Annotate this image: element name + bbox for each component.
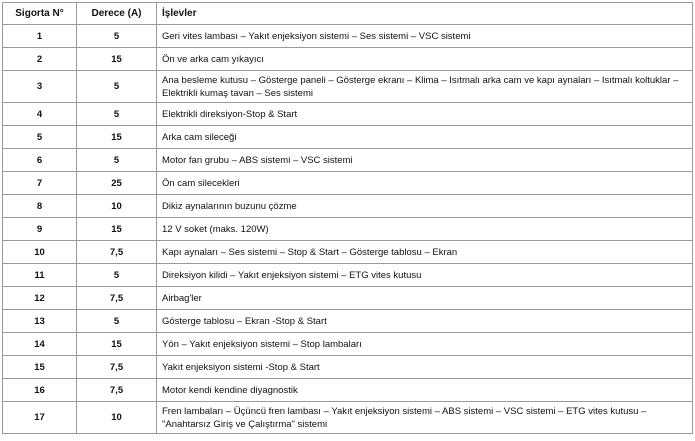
fuse-number: 11 (3, 264, 77, 287)
table-row (3, 379, 693, 402)
fuse-functions: Dikiz aynalarının buzunu çözme (157, 195, 693, 218)
fuse-rating: 5 (77, 103, 157, 126)
fuse-functions: Geri vites lambası – Yakıt enjeksiyon sistemi – Ses sistemi – VSC sistemi (157, 25, 693, 48)
fuse-rating: 15 (77, 333, 157, 356)
table-row (3, 287, 693, 310)
fuse-functions: Yön – Yakıt enjeksiyon sistemi – Stop lambaları (157, 333, 693, 356)
fuse-rating: 5 (77, 310, 157, 333)
table-row (3, 149, 693, 172)
fuse-rating: 5 (77, 25, 157, 48)
fuse-rating: 5 (77, 264, 157, 287)
table-row (3, 333, 693, 356)
table-body (3, 25, 693, 434)
fuse-number: 3 (3, 71, 77, 103)
fuse-functions: Direksiyon kilidi – Yakıt enjeksiyon sistemi – ETG vites kutusu (157, 264, 693, 287)
fuse-number: 9 (3, 218, 77, 241)
fuse-number: 7 (3, 172, 77, 195)
fuse-rating: 15 (77, 126, 157, 149)
fuse-rating: 10 (77, 402, 157, 434)
table-row (3, 103, 693, 126)
fuse-rating: 7,5 (77, 356, 157, 379)
fuse-number: 16 (3, 379, 77, 402)
fuse-functions: 12 V soket (maks. 120W) (157, 218, 693, 241)
table-row (3, 241, 693, 264)
table-row (3, 310, 693, 333)
table-row (3, 48, 693, 71)
fuse-number: 13 (3, 310, 77, 333)
table-row (3, 264, 693, 287)
fuse-table (2, 2, 693, 434)
fuse-functions: Motor kendi kendine diyagnostik (157, 379, 693, 402)
fuse-number: 8 (3, 195, 77, 218)
table-row (3, 126, 693, 149)
fuse-number: 2 (3, 48, 77, 71)
fuse-number: 14 (3, 333, 77, 356)
header-fuse-number: Sigorta N° (3, 3, 77, 25)
fuse-functions: Elektrikli direksiyon-Stop & Start (157, 103, 693, 126)
fuse-functions: Motor fan grubu – ABS sistemi – VSC sistemi (157, 149, 693, 172)
table-row (3, 71, 693, 103)
fuse-rating: 10 (77, 195, 157, 218)
fuse-rating: 15 (77, 218, 157, 241)
fuse-functions: Arka cam sileceği (157, 126, 693, 149)
header-rating: Derece (A) (77, 3, 157, 25)
fuse-functions: Ön cam silecekleri (157, 172, 693, 195)
table-header (3, 3, 693, 25)
table-row (3, 195, 693, 218)
table-row (3, 356, 693, 379)
fuse-number: 10 (3, 241, 77, 264)
header-functions: İşlevler (157, 3, 693, 25)
fuse-number: 5 (3, 126, 77, 149)
table-row (3, 172, 693, 195)
fuse-functions: Yakıt enjeksiyon sistemi -Stop & Start (157, 356, 693, 379)
fuse-number: 1 (3, 25, 77, 48)
fuse-rating: 25 (77, 172, 157, 195)
fuse-functions: Kapı aynaları – Ses sistemi – Stop & Start – Gösterge tablosu – Ekran (157, 241, 693, 264)
fuse-rating: 15 (77, 48, 157, 71)
fuse-number: 12 (3, 287, 77, 310)
table-row (3, 218, 693, 241)
fuse-rating: 7,5 (77, 287, 157, 310)
fuse-functions: Ana besleme kutusu – Gösterge paneli – Gösterge ekranı – Klima – Isıtmalı arka cam ve kapı aynaları – Isıtmalı koltuklar – Elektrikli kumaş tavan – Ses sistemi (157, 71, 693, 103)
fuse-functions: Gösterge tablosu – Ekran -Stop & Start (157, 310, 693, 333)
table-row (3, 25, 693, 48)
fuse-number: 4 (3, 103, 77, 126)
fuse-functions: Fren lambaları – Üçüncü fren lambası – Yakıt enjeksiyon sistemi – ABS sistemi – VSC sistemi – ETG vites kutusu – "Anahtarsız Giriş ve Çalıştırma" sistemi (157, 402, 693, 434)
fuse-functions: Airbag'ler (157, 287, 693, 310)
fuse-number: 6 (3, 149, 77, 172)
header-row (3, 3, 693, 25)
fuse-rating: 7,5 (77, 379, 157, 402)
fuse-rating: 5 (77, 149, 157, 172)
fuse-number: 15 (3, 356, 77, 379)
fuse-rating: 7,5 (77, 241, 157, 264)
table-row (3, 402, 693, 434)
fuse-functions: Ön ve arka cam yıkayıcı (157, 48, 693, 71)
fuse-rating: 5 (77, 71, 157, 103)
fuse-number: 17 (3, 402, 77, 434)
